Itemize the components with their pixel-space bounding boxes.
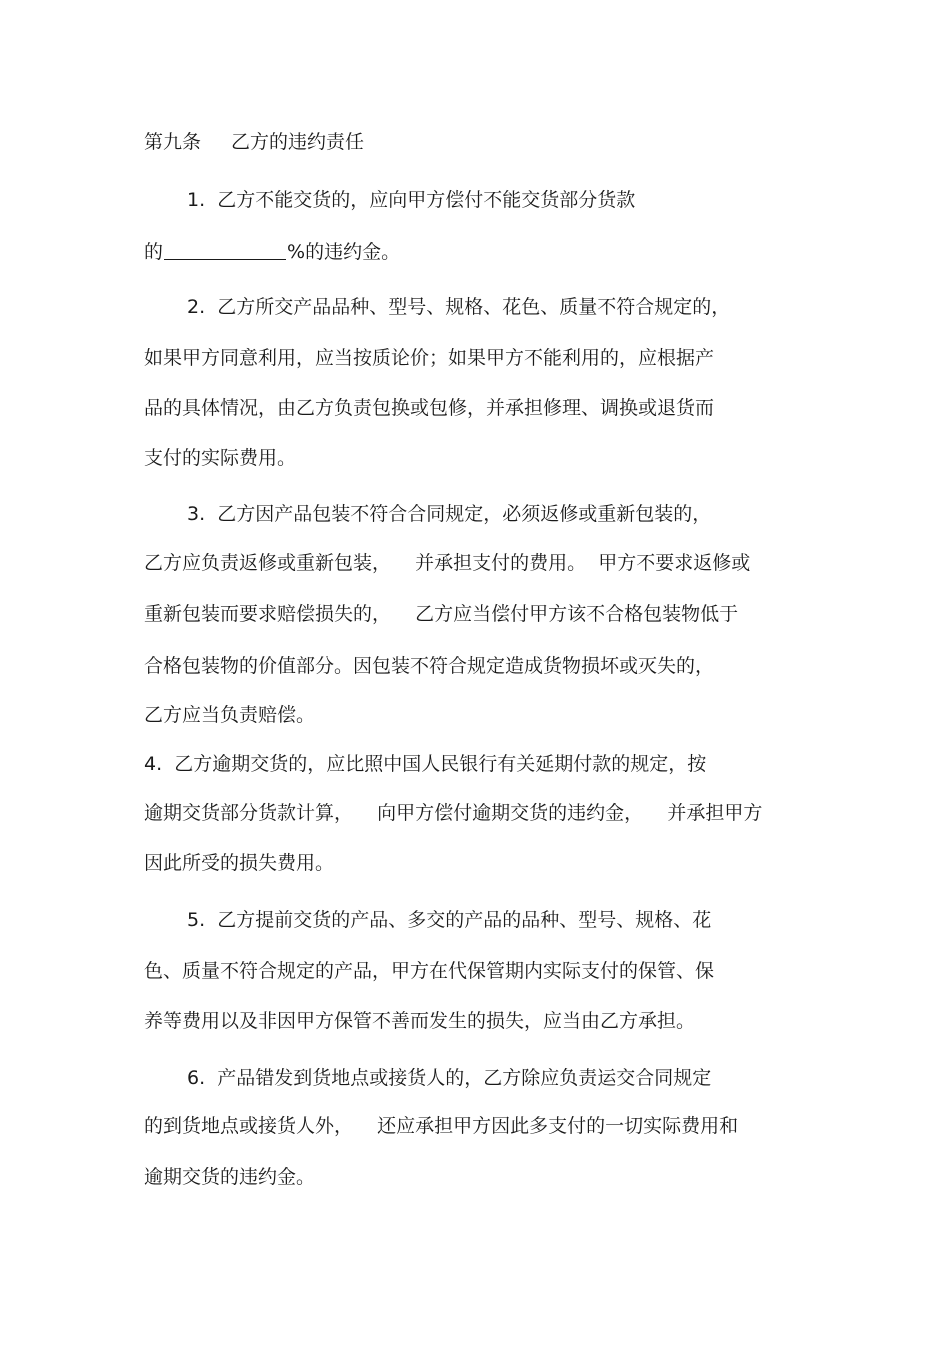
clause-1-line-1: 1. 乙方不能交货的，应向甲方偿付不能交货部分货款 bbox=[187, 189, 636, 211]
clause-6-line-2: 的到货地点或接货人外， 还应承担甲方因此多支付的一切实际费用和 bbox=[144, 1115, 739, 1137]
article-heading bbox=[144, 130, 364, 154]
percentage-blank-field bbox=[164, 239, 286, 260]
clause-2-line-2: 如果甲方同意利用，应当按质论价；如果甲方不能利用的，应根据产 bbox=[144, 347, 715, 369]
clause-2-line-3: 品的具体情况，由乙方负责包换或包修，并承担修理、调换或退货而 bbox=[144, 397, 715, 419]
clause-5-line-2: 色、质量不符合规定的产品，甲方在代保管期内实际支付的保管、保 bbox=[144, 960, 715, 982]
clause-4-line-3: 因此所受的损失费用。 bbox=[144, 852, 335, 874]
clause-6-line-1: 6. 产品错发到货地点或接货人的，乙方除应负责运交合同规定 bbox=[187, 1067, 712, 1089]
clause-3-line-4: 合格包装物的价值部分。因包装不符合规定造成货物损坏或灭失的， bbox=[144, 655, 715, 677]
clause-4-line-1: 4. 乙方逾期交货的，应比照中国人民银行有关延期付款的规定，按 bbox=[144, 753, 707, 775]
clause-3-line-2: 乙方应负责返修或重新包装， 并承担支付的费用。 甲方不要求返修或 bbox=[144, 552, 751, 574]
clause-2-line-4: 支付的实际费用。 bbox=[144, 447, 297, 469]
clause-1-suffix: %的违约金。 bbox=[287, 241, 401, 263]
article-number: 第九条 bbox=[144, 131, 202, 153]
clause-3-line-1: 3. 乙方因产品包装不符合合同规定，必须返修或重新包装的， bbox=[187, 503, 712, 525]
clause-2-line-1: 2. 乙方所交产品品种、型号、规格、花色、质量不符合规定的， bbox=[187, 296, 731, 318]
clause-3-line-5: 乙方应当负责赔偿。 bbox=[144, 704, 316, 726]
clause-1-line-2 bbox=[144, 239, 400, 263]
clause-5-line-1: 5. 乙方提前交货的产品、多交的产品的品种、型号、规格、花 bbox=[187, 909, 712, 931]
clause-5-line-3: 养等费用以及非因甲方保管不善而发生的损失，应当由乙方承担。 bbox=[144, 1010, 696, 1032]
clause-1-prefix: 的 bbox=[144, 241, 164, 263]
clause-4-line-2: 逾期交货部分货款计算， 向甲方偿付逾期交货的违约金， 并承担甲方 bbox=[144, 802, 763, 824]
clause-3-line-3: 重新包装而要求赔偿损失的， 乙方应当偿付甲方该不合格包装物低于 bbox=[144, 603, 739, 625]
clause-6-line-3: 逾期交货的违约金。 bbox=[144, 1166, 316, 1188]
article-title: 乙方的违约责任 bbox=[231, 131, 365, 153]
